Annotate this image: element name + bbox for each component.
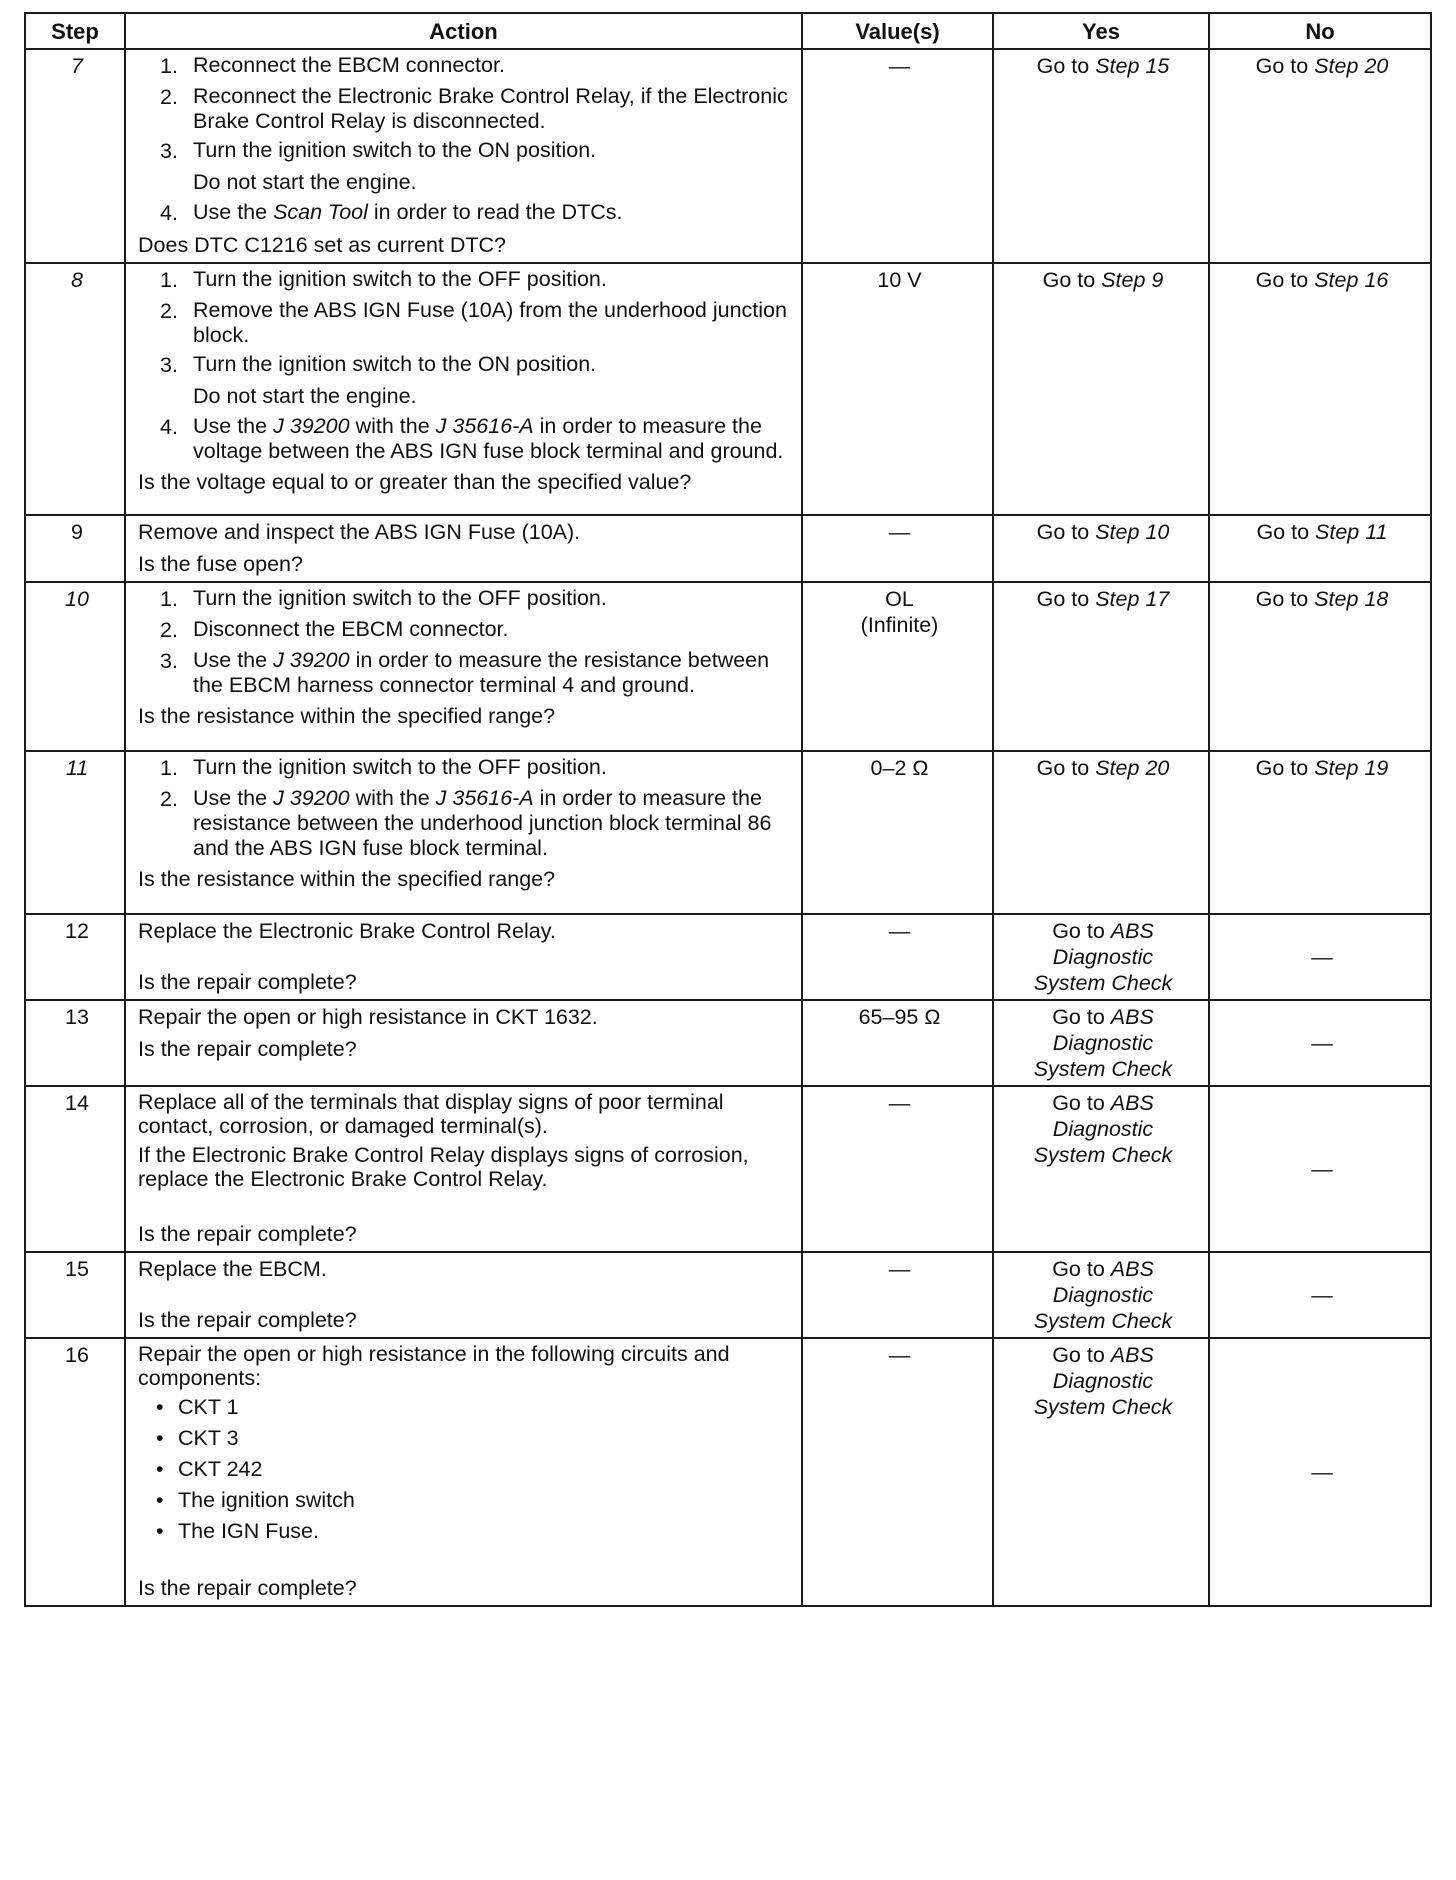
yes-link[interactable]: Go to ABS Diagnostic System Check [993,1086,1209,1252]
action-question: Is the voltage equal to or greater than the specified value? [138,470,692,494]
action-text: Remove and inspect the ABS IGN Fuse (10A). [138,520,581,544]
no-cell: — [1209,1252,1431,1338]
bullet-item: CKT 242 [178,1457,263,1481]
value-cell: 10 V [802,263,993,515]
action-cell: 1. Turn the ignition switch to the OFF position. 2. Use the J 39200 with the J 35616-A in order to measure the resistance between the underhood junction block terminal 86 and the ABS IGN fuse block terminal. Is the resistance within the specified range? [125,751,802,914]
table-row [25,1338,1431,1606]
tool-name: J 35616-A [435,786,534,810]
value-cell [802,582,993,751]
action-step: Turn the ignition switch to the ON position. [193,352,597,376]
value-cell: — [802,515,993,582]
action-cell: 1. Turn the ignition switch to the OFF position. 2. Remove the ABS IGN Fuse (10A) from the underhood junction block. 3. Turn the ignition switch to the ON position. Do not start the engine. 4. Use the J 39200 with the J 35616-A in order to measure the voltage between the ABS IGN fuse block terminal and ground. Is the voltage equal to or greater than the specified value? [125,263,802,515]
action-text: Repair the open or high resistance in CKT 1632. [138,1005,598,1029]
action-note: Do not start the engine. [193,384,417,408]
action-cell: Repair the open or high resistance in the following circuits and components: • CKT 1 • CKT 3 • CKT 242 • The ignition switch • The IGN Fuse. Is the repair complete? [125,1338,802,1606]
step-number: 9 [25,515,125,582]
action-cell [125,914,802,1000]
step-number: 7 [25,49,125,263]
action-question: Is the repair complete? [138,970,357,994]
no-cell: — [1209,914,1431,1000]
action-text: Repair the open or high resistance in the following circuits and components: [138,1342,730,1390]
step-number: 12 [25,914,125,1000]
step-number: 13 [25,1000,125,1086]
table-row [25,1086,1431,1252]
action-text: Use the [193,200,274,224]
action-step: Turn the ignition switch to the OFF position. [193,586,607,610]
value-cell: — [802,1338,993,1606]
tool-name: J 39200 [273,648,350,672]
value-cell: 0–2 Ω [802,751,993,914]
action-question: Is the fuse open? [138,552,303,576]
value-cell: — [802,49,993,263]
yes-link[interactable]: Go to Step 15 [993,49,1209,263]
table-row [25,914,1431,1000]
table-row [25,515,1431,582]
yes-link[interactable]: Go to ABS Diagnostic System Check [993,914,1209,1000]
action-cell: 1. Reconnect the EBCM connector. 2. Reconnect the Electronic Brake Control Relay, if the Electronic Brake Control Relay is disconnected. 3. Turn the ignition switch to the ON position. Do not start the engine. 4. Use the Scan Tool in order to read the DTCs. Does DTC C1216 set as current DTC? [125,49,802,263]
action-step: Disconnect the EBCM connector. [193,617,509,641]
header-step: Step [25,13,125,49]
yes-link[interactable]: Go to ABS Diagnostic System Check [993,1338,1209,1606]
header-yes: Yes [993,13,1209,49]
value-text: OL [885,587,914,611]
action-step: Reconnect the Electronic Brake Control Relay, if the Electronic Brake Control Relay is disconnected. [193,84,788,133]
table-row [25,1000,1431,1086]
action-cell: 1. Turn the ignition switch to the OFF position. 2. Disconnect the EBCM connector. 3. Use the J 39200 in order to measure the resistance between the EBCM harness connector terminal 4 and ground. Is the resistance within the specified range? [125,582,802,751]
value-cell: — [802,1086,993,1252]
no-link[interactable]: Go to Step 16 [1209,263,1431,515]
action-question: Is the resistance within the specified range? [138,867,556,891]
step-number: 10 [25,582,125,751]
action-step: Remove the ABS IGN Fuse (10A) from the underhood junction block. [193,298,787,347]
yes-link[interactable]: Go to ABS Diagnostic System Check [993,1000,1209,1086]
action-text: Replace the Electronic Brake Control Relay. [138,919,556,943]
action-note: Do not start the engine. [193,170,417,194]
tool-name: J 39200 [273,786,350,810]
action-step: Turn the ignition switch to the OFF position. [193,755,607,779]
step-number: 14 [25,1086,125,1252]
table-row [25,1252,1431,1338]
header-action: Action [125,13,802,49]
step-number: 16 [25,1338,125,1606]
action-question: Does DTC C1216 set as current DTC? [138,233,507,257]
action-cell [125,1000,802,1086]
action-cell [125,1086,802,1252]
action-question: Is the repair complete? [138,1037,357,1061]
action-text: Replace the EBCM. [138,1257,327,1281]
value-cell: 65–95 Ω [802,1000,993,1086]
yes-link[interactable]: Go to Step 20 [993,751,1209,914]
no-cell: — [1209,1000,1431,1086]
bullet-item: The ignition switch [178,1488,355,1512]
action-text: Replace all of the terminals that display signs of poor terminal contact, corrosion, or damaged terminal(s). [138,1090,724,1138]
tool-name: J 39200 [273,414,350,438]
step-number: 11 [25,751,125,914]
table-row [25,49,1431,263]
no-cell: — [1209,1086,1431,1252]
value-cell: — [802,1252,993,1338]
action-step: Reconnect the EBCM connector. [193,53,505,77]
bullet-item: CKT 3 [178,1426,239,1450]
no-link[interactable]: Go to Step 18 [1209,582,1431,751]
header-values: Value(s) [802,13,993,49]
tool-name: J 35616-A [435,414,534,438]
action-text: If the Electronic Brake Control Relay displays signs of corrosion, replace the Electronic Brake Control Relay. [138,1143,749,1191]
header-no: No [1209,13,1431,49]
action-question: Is the repair complete? [138,1308,357,1332]
step-number: 8 [25,263,125,515]
yes-link[interactable]: Go to ABS Diagnostic System Check [993,1252,1209,1338]
action-question: Is the repair complete? [138,1576,357,1600]
yes-link[interactable]: Go to Step 17 [993,582,1209,751]
tool-name: Scan Tool [273,200,368,224]
action-cell [125,1252,802,1338]
no-link[interactable]: Go to Step 20 [1209,49,1431,263]
table-row [25,751,1431,914]
table-row [25,582,1431,751]
step-number: 15 [25,1252,125,1338]
yes-link[interactable]: Go to Step 9 [993,263,1209,515]
action-text: in order to read the DTCs. [367,200,623,224]
value-text: (Infinite) [860,613,939,637]
table-row [25,263,1431,515]
bullet-item: The IGN Fuse. [178,1519,319,1543]
action-step: Turn the ignition switch to the ON position. [193,138,597,162]
value-cell: — [802,914,993,1000]
no-link[interactable]: Go to Step 19 [1209,751,1431,914]
no-cell: — [1209,1338,1431,1606]
action-cell [125,515,802,582]
action-step: Turn the ignition switch to the OFF position. [193,267,607,291]
diagnostic-table [24,12,1432,1607]
no-link[interactable]: Go to Step 11 [1209,515,1431,582]
yes-link[interactable]: Go to Step 10 [993,515,1209,582]
bullet-item: CKT 1 [178,1395,239,1419]
action-question: Is the repair complete? [138,1222,357,1246]
header-row [25,13,1431,49]
action-question: Is the resistance within the specified range? [138,704,556,728]
